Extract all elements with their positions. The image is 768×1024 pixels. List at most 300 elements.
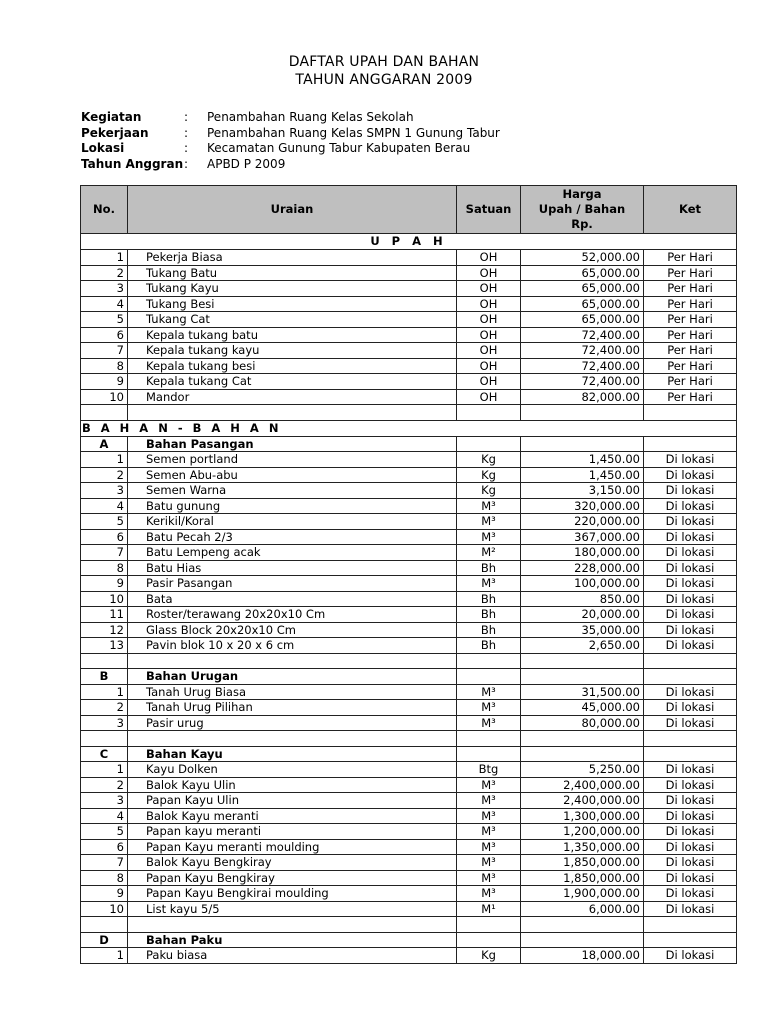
cell-satuan: Kg [457, 483, 521, 499]
cell-ket: Di lokasi [644, 948, 737, 964]
cell-no: 7 [81, 545, 128, 561]
empty-cell [521, 669, 644, 685]
header-harga-line3: Rp. [571, 217, 593, 231]
cell-no: 3 [81, 793, 128, 809]
cell-no: 5 [81, 312, 128, 328]
cell-no: 8 [81, 870, 128, 886]
section-bahan [81, 420, 737, 436]
table-row [81, 514, 737, 530]
empty-cell [644, 436, 737, 452]
table-row [81, 591, 737, 607]
header-no: No. [81, 186, 128, 234]
spacer-row [81, 653, 737, 669]
cell-harga: 1,850,000.00 [521, 855, 644, 871]
info-colon: : [184, 141, 189, 155]
cell-ket: Per Hari [644, 281, 737, 297]
cell-harga: 367,000.00 [521, 529, 644, 545]
cell-harga: 850.00 [521, 591, 644, 607]
cell-satuan: Btg [457, 762, 521, 778]
header-harga [521, 186, 644, 234]
cell-uraian: Tukang Cat [128, 312, 457, 328]
cell-satuan: M³ [457, 576, 521, 592]
info-row-kegiatan [81, 110, 500, 126]
price-table [80, 185, 737, 964]
cell-ket: Di lokasi [644, 886, 737, 902]
cell-uraian: Pekerja Biasa [128, 250, 457, 266]
cell-ket: Per Hari [644, 312, 737, 328]
table-row [81, 855, 737, 871]
cell-satuan: M¹ [457, 901, 521, 917]
cell-uraian: Balok Kayu Bengkiray [128, 855, 457, 871]
section-upah [81, 234, 737, 250]
cell-ket: Di lokasi [644, 591, 737, 607]
empty-cell [128, 405, 457, 421]
cell-uraian: Balok Kayu meranti [128, 808, 457, 824]
cell-uraian: Kerikil/Koral [128, 514, 457, 530]
cell-uraian: Mandor [128, 389, 457, 405]
info-value: APBD P 2009 [207, 156, 286, 171]
cell-uraian: Papan kayu meranti [128, 824, 457, 840]
table-row [81, 886, 737, 902]
group-letter: B [81, 669, 128, 685]
cell-harga: 45,000.00 [521, 700, 644, 716]
table-body [81, 234, 737, 964]
cell-no: 10 [81, 591, 128, 607]
cell-ket: Per Hari [644, 296, 737, 312]
cell-harga: 72,400.00 [521, 358, 644, 374]
cell-harga: 65,000.00 [521, 312, 644, 328]
info-value: Penambahan Ruang Kelas Sekolah [207, 110, 414, 124]
empty-cell [521, 405, 644, 421]
table-row [81, 374, 737, 390]
cell-ket: Di lokasi [644, 777, 737, 793]
group-title: Bahan Paku [128, 932, 457, 948]
table-row [81, 467, 737, 483]
cell-satuan: Bh [457, 560, 521, 576]
cell-harga: 80,000.00 [521, 715, 644, 731]
info-colon: : [184, 125, 189, 140]
cell-uraian: Papan Kayu Bengkiray [128, 870, 457, 886]
cell-no: 2 [81, 700, 128, 716]
info-row-lokasi [81, 141, 500, 157]
cell-harga: 82,000.00 [521, 389, 644, 405]
cell-uraian: Tanah Urug Biasa [128, 684, 457, 700]
cell-no: 8 [81, 560, 128, 576]
cell-ket: Di lokasi [644, 467, 737, 483]
cell-ket: Di lokasi [644, 808, 737, 824]
cell-harga: 72,400.00 [521, 374, 644, 390]
cell-satuan: Kg [457, 948, 521, 964]
group-header-row [81, 746, 737, 762]
table-row [81, 265, 737, 281]
table-row [81, 684, 737, 700]
table-row [81, 281, 737, 297]
empty-cell [521, 731, 644, 747]
cell-ket: Di lokasi [644, 607, 737, 623]
cell-harga: 31,500.00 [521, 684, 644, 700]
cell-ket: Di lokasi [644, 514, 737, 530]
cell-satuan: Kg [457, 452, 521, 468]
cell-uraian: Batu gunung [128, 498, 457, 514]
cell-no: 4 [81, 808, 128, 824]
cell-uraian: Bata [128, 591, 457, 607]
cell-uraian: Kepala tukang batu [128, 327, 457, 343]
cell-harga: 1,200,000.00 [521, 824, 644, 840]
table-row [81, 700, 737, 716]
cell-satuan: OH [457, 374, 521, 390]
cell-ket: Di lokasi [644, 870, 737, 886]
cell-no: 4 [81, 498, 128, 514]
cell-uraian: Papan Kayu Bengkirai moulding [128, 886, 457, 902]
cell-harga: 1,900,000.00 [521, 886, 644, 902]
empty-cell [128, 653, 457, 669]
table-row [81, 452, 737, 468]
cell-ket: Di lokasi [644, 483, 737, 499]
empty-cell [457, 917, 521, 933]
table-row [81, 560, 737, 576]
cell-satuan: M³ [457, 824, 521, 840]
cell-no: 7 [81, 855, 128, 871]
info-label: Tahun Anggran [81, 156, 184, 171]
cell-ket: Di lokasi [644, 576, 737, 592]
cell-satuan: M³ [457, 514, 521, 530]
cell-satuan: M³ [457, 839, 521, 855]
cell-ket: Per Hari [644, 389, 737, 405]
table-row [81, 715, 737, 731]
table-row [81, 808, 737, 824]
cell-ket: Di lokasi [644, 762, 737, 778]
cell-harga: 100,000.00 [521, 576, 644, 592]
cell-uraian: Kepala tukang kayu [128, 343, 457, 359]
cell-satuan: M³ [457, 529, 521, 545]
cell-harga: 1,350,000.00 [521, 839, 644, 855]
info-row-tahun-anggran [81, 157, 500, 173]
table-row [81, 358, 737, 374]
cell-ket: Di lokasi [644, 684, 737, 700]
cell-ket: Di lokasi [644, 498, 737, 514]
table-row [81, 529, 737, 545]
cell-harga: 320,000.00 [521, 498, 644, 514]
table-row [81, 870, 737, 886]
info-colon: : [184, 156, 189, 171]
cell-ket: Per Hari [644, 250, 737, 266]
info-label: Lokasi [81, 141, 125, 155]
cell-harga: 65,000.00 [521, 281, 644, 297]
empty-cell [457, 405, 521, 421]
cell-harga: 180,000.00 [521, 545, 644, 561]
table-row [81, 824, 737, 840]
cell-satuan: M³ [457, 855, 521, 871]
spacer-row [81, 917, 737, 933]
cell-satuan: OH [457, 358, 521, 374]
table-row [81, 389, 737, 405]
cell-uraian: Tukang Batu [128, 265, 457, 281]
cell-ket: Per Hari [644, 343, 737, 359]
section-upah-label: U P A H [81, 234, 737, 250]
cell-ket: Di lokasi [644, 715, 737, 731]
cell-no: 9 [81, 374, 128, 390]
cell-harga: 2,650.00 [521, 638, 644, 654]
cell-satuan: M³ [457, 777, 521, 793]
table-row [81, 545, 737, 561]
empty-cell [81, 653, 128, 669]
empty-cell [457, 653, 521, 669]
cell-uraian: Pasir urug [128, 715, 457, 731]
cell-ket: Di lokasi [644, 700, 737, 716]
cell-no: 2 [81, 467, 128, 483]
cell-harga: 5,250.00 [521, 762, 644, 778]
empty-cell [457, 932, 521, 948]
cell-ket: Di lokasi [644, 793, 737, 809]
group-title: Bahan Urugan [128, 669, 457, 685]
cell-harga: 52,000.00 [521, 250, 644, 266]
info-colon: : [184, 110, 189, 124]
cell-no: 2 [81, 265, 128, 281]
cell-ket: Di lokasi [644, 839, 737, 855]
empty-cell [457, 731, 521, 747]
cell-no: 5 [81, 514, 128, 530]
cell-satuan: OH [457, 343, 521, 359]
cell-satuan: Bh [457, 622, 521, 638]
cell-no: 6 [81, 327, 128, 343]
cell-no: 6 [81, 839, 128, 855]
cell-no: 6 [81, 529, 128, 545]
info-label: Pekerjaan [81, 125, 149, 140]
cell-harga: 1,850,000.00 [521, 870, 644, 886]
cell-no: 1 [81, 948, 128, 964]
cell-satuan: OH [457, 250, 521, 266]
empty-cell [128, 731, 457, 747]
table-row [81, 762, 737, 778]
empty-cell [521, 746, 644, 762]
group-header-row [81, 436, 737, 452]
table-row [81, 327, 737, 343]
table-row [81, 498, 737, 514]
cell-harga: 65,000.00 [521, 265, 644, 281]
header-harga-line2: Upah / Bahan [538, 202, 626, 216]
cell-satuan: Bh [457, 607, 521, 623]
empty-cell [81, 731, 128, 747]
cell-satuan: OH [457, 281, 521, 297]
cell-satuan: Kg [457, 467, 521, 483]
cell-no: 9 [81, 886, 128, 902]
cell-ket: Di lokasi [644, 452, 737, 468]
cell-satuan: OH [457, 327, 521, 343]
cell-ket: Per Hari [644, 374, 737, 390]
header-harga-line1: Harga [562, 187, 602, 201]
cell-no: 1 [81, 762, 128, 778]
table-header-row [81, 186, 737, 234]
cell-harga: 65,000.00 [521, 296, 644, 312]
header-ket: Ket [644, 186, 737, 234]
cell-harga: 1,450.00 [521, 452, 644, 468]
cell-uraian: Kepala tukang Cat [128, 374, 457, 390]
cell-no: 12 [81, 622, 128, 638]
group-letter: C [81, 746, 128, 762]
cell-satuan: M³ [457, 715, 521, 731]
cell-no: 3 [81, 483, 128, 499]
cell-uraian: Pasir Pasangan [128, 576, 457, 592]
cell-satuan: M² [457, 545, 521, 561]
cell-harga: 72,400.00 [521, 327, 644, 343]
empty-cell [644, 746, 737, 762]
empty-cell [521, 436, 644, 452]
cell-ket: Di lokasi [644, 545, 737, 561]
cell-satuan: M³ [457, 498, 521, 514]
cell-harga: 228,000.00 [521, 560, 644, 576]
cell-satuan: Bh [457, 591, 521, 607]
cell-satuan: M³ [457, 870, 521, 886]
cell-ket: Di lokasi [644, 560, 737, 576]
cell-ket: Per Hari [644, 358, 737, 374]
cell-no: 3 [81, 281, 128, 297]
cell-no: 13 [81, 638, 128, 654]
empty-cell [644, 917, 737, 933]
cell-no: 4 [81, 296, 128, 312]
table-row [81, 793, 737, 809]
document-subtitle: TAHUN ANGGARAN 2009 [295, 72, 473, 88]
info-label: Kegiatan [81, 110, 142, 124]
empty-cell [644, 731, 737, 747]
empty-cell [81, 405, 128, 421]
cell-satuan: OH [457, 265, 521, 281]
cell-uraian: Batu Hias [128, 560, 457, 576]
cell-uraian: Semen portland [128, 452, 457, 468]
cell-no: 8 [81, 358, 128, 374]
cell-uraian: Glass Block 20x20x10 Cm [128, 622, 457, 638]
cell-no: 1 [81, 250, 128, 266]
empty-cell [457, 669, 521, 685]
cell-uraian: Tukang Besi [128, 296, 457, 312]
table-row [81, 638, 737, 654]
cell-harga: 3,150.00 [521, 483, 644, 499]
info-block [81, 110, 500, 172]
cell-ket: Per Hari [644, 327, 737, 343]
empty-cell [644, 669, 737, 685]
spacer-row [81, 731, 737, 747]
cell-harga: 35,000.00 [521, 622, 644, 638]
cell-no: 11 [81, 607, 128, 623]
table-row [81, 777, 737, 793]
cell-uraian: Kepala tukang besi [128, 358, 457, 374]
cell-no: 1 [81, 684, 128, 700]
cell-ket: Di lokasi [644, 638, 737, 654]
cell-satuan: Bh [457, 638, 521, 654]
cell-uraian: Papan Kayu Ulin [128, 793, 457, 809]
table-row [81, 948, 737, 964]
cell-harga: 1,450.00 [521, 467, 644, 483]
table-row [81, 343, 737, 359]
table-row [81, 622, 737, 638]
cell-harga: 1,300,000.00 [521, 808, 644, 824]
cell-satuan: M³ [457, 684, 521, 700]
cell-uraian: Tanah Urug Pilihan [128, 700, 457, 716]
info-row-pekerjaan [81, 126, 500, 142]
cell-harga: 2,400,000.00 [521, 793, 644, 809]
cell-uraian: Paku biasa [128, 948, 457, 964]
cell-uraian: Papan Kayu meranti moulding [128, 839, 457, 855]
cell-ket: Di lokasi [644, 901, 737, 917]
cell-no: 9 [81, 576, 128, 592]
cell-no: 1 [81, 452, 128, 468]
cell-satuan: OH [457, 389, 521, 405]
empty-cell [521, 917, 644, 933]
table-row [81, 483, 737, 499]
table-row [81, 607, 737, 623]
group-header-row [81, 669, 737, 685]
section-bahan-label: B A H A N - B A H A N [81, 420, 737, 436]
cell-harga: 18,000.00 [521, 948, 644, 964]
empty-cell [81, 917, 128, 933]
cell-no: 3 [81, 715, 128, 731]
header-uraian: Uraian [128, 186, 457, 234]
info-value: Kecamatan Gunung Tabur Kabupaten Berau [207, 141, 471, 155]
cell-harga: 220,000.00 [521, 514, 644, 530]
cell-satuan: M³ [457, 886, 521, 902]
empty-cell [521, 932, 644, 948]
table-row [81, 250, 737, 266]
empty-cell [457, 436, 521, 452]
table-row [81, 312, 737, 328]
cell-uraian: Batu Pecah 2/3 [128, 529, 457, 545]
group-title: Bahan Pasangan [128, 436, 457, 452]
table-row [81, 296, 737, 312]
info-value: Penambahan Ruang Kelas SMPN 1 Gunung Tabur [207, 125, 500, 140]
cell-no: 10 [81, 389, 128, 405]
cell-uraian: Semen Warna [128, 483, 457, 499]
empty-cell [521, 653, 644, 669]
empty-cell [128, 917, 457, 933]
cell-no: 7 [81, 343, 128, 359]
cell-uraian: List kayu 5/5 [128, 901, 457, 917]
table-row [81, 901, 737, 917]
cell-ket: Di lokasi [644, 824, 737, 840]
cell-uraian: Pavin blok 10 x 20 x 6 cm [128, 638, 457, 654]
empty-cell [644, 405, 737, 421]
cell-ket: Per Hari [644, 265, 737, 281]
group-letter: D [81, 932, 128, 948]
cell-uraian: Balok Kayu Ulin [128, 777, 457, 793]
cell-ket: Di lokasi [644, 622, 737, 638]
cell-harga: 72,400.00 [521, 343, 644, 359]
cell-harga: 6,000.00 [521, 901, 644, 917]
cell-ket: Di lokasi [644, 529, 737, 545]
empty-cell [644, 653, 737, 669]
cell-no: 5 [81, 824, 128, 840]
cell-uraian: Tukang Kayu [128, 281, 457, 297]
group-header-row [81, 932, 737, 948]
cell-uraian: Batu Lempeng acak [128, 545, 457, 561]
spacer-row [81, 405, 737, 421]
cell-satuan: M³ [457, 700, 521, 716]
cell-satuan: M³ [457, 808, 521, 824]
table-row [81, 839, 737, 855]
empty-cell [644, 932, 737, 948]
document-title: DAFTAR UPAH DAN BAHAN [288, 54, 480, 70]
empty-cell [457, 746, 521, 762]
cell-harga: 20,000.00 [521, 607, 644, 623]
cell-no: 10 [81, 901, 128, 917]
table-row [81, 576, 737, 592]
cell-harga: 2,400,000.00 [521, 777, 644, 793]
group-letter: A [81, 436, 128, 452]
cell-uraian: Semen Abu-abu [128, 467, 457, 483]
cell-ket: Di lokasi [644, 855, 737, 871]
cell-satuan: M³ [457, 793, 521, 809]
cell-no: 2 [81, 777, 128, 793]
cell-uraian: Roster/terawang 20x20x10 Cm [128, 607, 457, 623]
cell-uraian: Kayu Dolken [128, 762, 457, 778]
